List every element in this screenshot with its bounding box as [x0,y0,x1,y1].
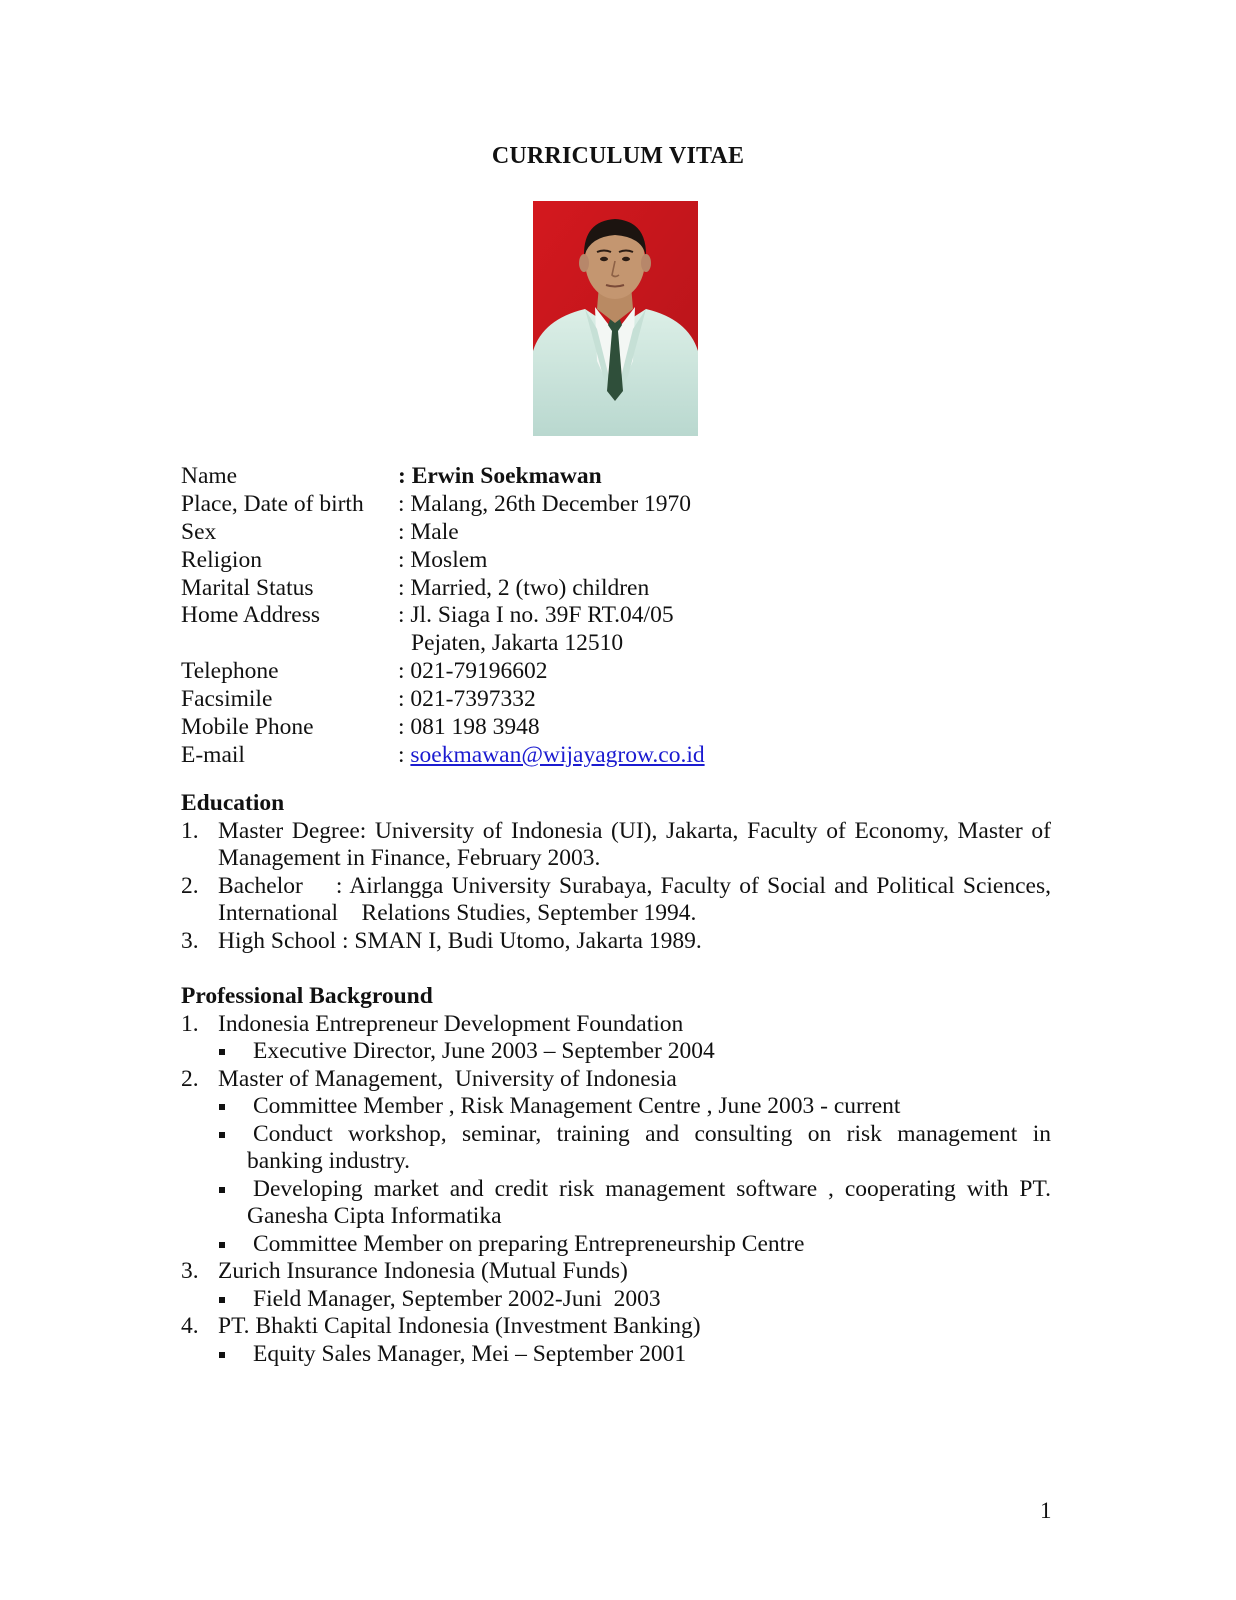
name-label: Name [181,463,238,489]
address-label: Home Address [181,602,321,629]
email-value [398,742,705,770]
marital-row [181,575,1081,603]
bullet-text: Conduct workshop, seminar, training and consulting on risk management in [253,1120,1051,1147]
bullet-item [181,1038,1051,1066]
bullet-text: Developing market and credit risk management software , cooperating with PT. [253,1175,1051,1202]
sex-row [181,519,1081,547]
organization-name: Zurich Insurance Indonesia (Mutual Funds) [218,1258,628,1284]
profile-photo [533,201,698,436]
list-number: 4. [181,1313,199,1339]
address-value: : Jl. Siaga I no. 39F RT.04/05 [398,602,674,629]
bullet-text: banking industry. [247,1148,410,1174]
list-number: 1. [181,1010,199,1037]
bullet-text: Equity Sales Manager, Mei – September 2001 [253,1340,687,1367]
education-section [181,790,1051,955]
email-prefix: : [398,741,411,768]
sex-label: Sex [181,518,217,545]
mobile-row [181,714,1081,742]
address-row-2 [181,630,1081,658]
list-text: High School : SMAN I, Budi Utomo, Jakarta 1989. [218,927,702,954]
professional-section [181,983,1051,1368]
list-item [181,1313,1051,1341]
list-text: Management in Finance, February 2003. [218,845,601,871]
list-text: International Relations Studies, September 1994. [218,900,697,926]
bullet-item [181,1341,1051,1369]
bullet-item [181,1121,1051,1149]
bullet-item [181,1286,1051,1314]
marital-label: Marital Status [181,574,314,601]
list-item [181,1066,1051,1094]
bullet-text: Ganesha Cipta Informatika [247,1203,502,1229]
organization-name: Master of Management, University of Indonesia [218,1065,677,1092]
organization-name: Indonesia Entrepreneur Development Foundation [218,1010,684,1037]
facsimile-label: Facsimile [181,686,273,713]
bullet-item [181,1093,1051,1121]
bullet-item-continued [181,1148,1051,1176]
professional-heading: Professional Background [181,983,433,1009]
birth-value: : Malang, 26th December 1970 [398,490,692,517]
mobile-label: Mobile Phone [181,714,314,741]
square-bullet-icon [219,1187,225,1193]
email-link[interactable]: soekmawan@wijayagrow.co.id [410,741,705,768]
telephone-value: : 021-79196602 [398,658,548,685]
email-row [181,742,1081,770]
square-bullet-icon [219,1104,225,1110]
education-heading: Education [181,790,285,816]
facsimile-value: : 021-7397332 [398,686,536,713]
name-value: : Erwin Soekmawan [398,463,602,489]
mobile-value: : 081 198 3948 [398,714,540,741]
birth-row [181,491,1081,519]
square-bullet-icon [219,1297,225,1303]
list-text: Master Degree: University of Indonesia (UI), Jakarta, Faculty of Economy, Master of [218,817,1051,844]
bullet-item-continued [181,1203,1051,1231]
birth-label: Place, Date of birth [181,490,364,517]
telephone-row [181,658,1081,686]
list-number: 1. [181,817,199,844]
list-number: 2. [181,872,199,899]
list-number: 2. [181,1065,199,1092]
personal-details [181,463,1081,770]
name-row [181,463,1081,491]
list-number: 3. [181,927,199,954]
square-bullet-icon [219,1132,225,1138]
square-bullet-icon [219,1242,225,1248]
sex-value: : Male [398,518,459,545]
bullet-text: Committee Member , Risk Management Centre , June 2003 - current [253,1093,901,1119]
document-title: CURRICULUM VITAE [491,143,745,169]
list-item [181,1011,1051,1039]
list-item [181,928,1051,956]
square-bullet-icon [219,1049,225,1055]
list-item [181,818,1051,846]
organization-name: PT. Bhakti Capital Indonesia (Investment Banking) [218,1313,701,1339]
list-item-continued [181,845,1051,873]
religion-label: Religion [181,546,262,573]
address-row [181,602,1081,630]
list-item [181,873,1051,901]
marital-value: : Married, 2 (two) children [398,574,650,601]
list-item [181,1258,1051,1286]
religion-value: : Moslem [398,546,488,573]
bullet-item [181,1176,1051,1204]
page-number: 1 [1040,1498,1052,1523]
bullet-text: Field Manager, September 2002-Juni 2003 [253,1285,661,1312]
bullet-text: Executive Director, June 2003 – September 2004 [253,1038,715,1064]
bullet-item [181,1231,1051,1259]
religion-row [181,547,1081,575]
bullet-text: Committee Member on preparing Entrepreneurship Centre [253,1230,805,1257]
list-item-continued [181,900,1051,928]
list-number: 3. [181,1258,199,1284]
email-label: E-mail [181,741,245,768]
address-value-line2: Pejaten, Jakarta 12510 [411,630,624,657]
list-text: Bachelor : Airlangga University Surabaya, Faculty of Social and Political Sciences, [218,872,1051,899]
facsimile-row [181,686,1081,714]
telephone-label: Telephone [181,658,279,685]
square-bullet-icon [219,1352,225,1358]
